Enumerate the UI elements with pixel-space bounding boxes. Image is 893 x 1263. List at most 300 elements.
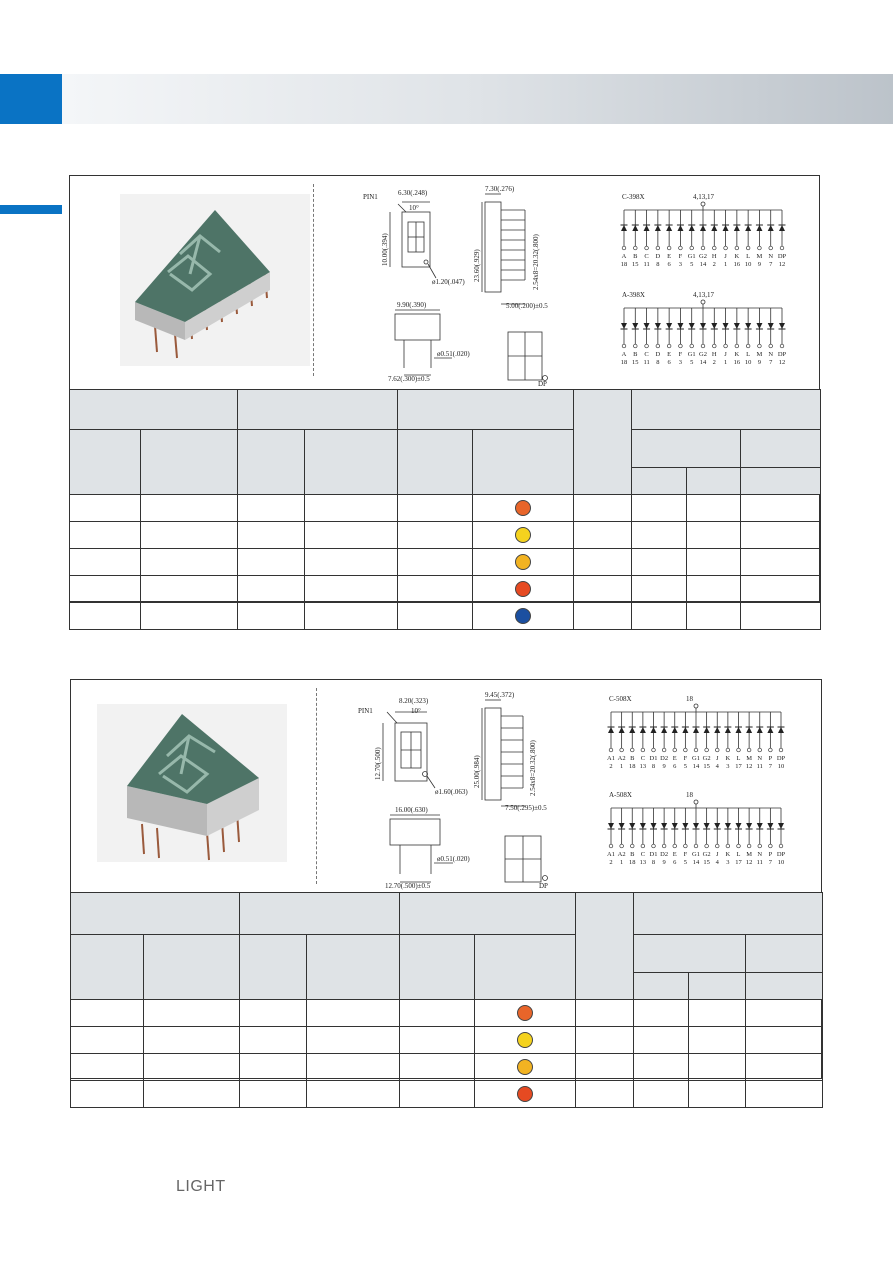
table-cell xyxy=(746,1081,823,1108)
segment-label: J xyxy=(715,851,719,858)
table-cell xyxy=(687,522,741,549)
diode-symbol xyxy=(704,727,710,733)
diode-symbol xyxy=(778,823,784,829)
table-cell xyxy=(400,1000,475,1027)
pin-number: 15 xyxy=(632,261,639,268)
table-cell xyxy=(238,576,305,603)
header-cell xyxy=(398,390,574,430)
diode-symbol xyxy=(693,823,699,829)
emitting-color-swatch xyxy=(517,1086,533,1102)
table-cell xyxy=(144,1054,240,1081)
pin-number: 15 xyxy=(703,859,710,866)
segment-label: J xyxy=(724,351,727,358)
diode-symbol xyxy=(640,727,646,733)
diode-symbol xyxy=(666,323,672,329)
segment-label: E xyxy=(672,755,677,762)
diode-symbol xyxy=(779,225,785,231)
segment-label: D xyxy=(655,253,661,260)
table-cell xyxy=(141,549,238,576)
svg-text:10°: 10° xyxy=(409,204,419,212)
pin-number: 5 xyxy=(690,359,694,366)
table-cell xyxy=(574,603,632,630)
segment-label: A1 xyxy=(607,755,615,762)
product-panel-508 xyxy=(70,679,822,1079)
svg-text:7.30(.276): 7.30(.276) xyxy=(485,185,515,193)
circuit-title: A-508X xyxy=(609,791,632,799)
subheader-cell xyxy=(632,430,741,468)
pin-number: 7 xyxy=(769,261,773,268)
table-cell xyxy=(400,1081,475,1108)
diode-symbol xyxy=(768,225,774,231)
table-cell xyxy=(398,603,473,630)
subheader-cell xyxy=(473,430,574,495)
pin-number: 12 xyxy=(778,261,786,268)
segment-label: M xyxy=(756,351,763,358)
diode-symbol xyxy=(655,225,661,231)
dimension-drawing xyxy=(355,688,605,893)
subheader-cell xyxy=(687,468,741,495)
table-cell xyxy=(238,522,305,549)
pin-number: 2 xyxy=(609,763,613,770)
circuit-title: A-398X xyxy=(622,291,645,299)
segment-label: K xyxy=(734,351,740,358)
segment-label: F xyxy=(683,851,688,858)
subheader-cell xyxy=(741,430,821,468)
segment-label: C xyxy=(640,755,646,762)
subheader-cell xyxy=(741,468,821,495)
segment-label: B xyxy=(630,755,635,762)
table-cell xyxy=(687,603,741,630)
diode-symbol xyxy=(621,225,627,231)
diode-symbol xyxy=(723,225,729,231)
segment-label: H xyxy=(711,253,717,260)
diode-symbol xyxy=(746,823,752,829)
table-cell xyxy=(746,1027,823,1054)
diode-symbol xyxy=(677,225,683,231)
pin-number: 5 xyxy=(683,763,687,770)
table-cell xyxy=(576,1081,634,1108)
svg-text:PIN1: PIN1 xyxy=(363,193,378,201)
diode-symbol xyxy=(632,323,638,329)
segment-label: D1 xyxy=(649,851,658,858)
svg-text:2.54x8=20.32(.800): 2.54x8=20.32(.800) xyxy=(532,234,540,290)
table-cell xyxy=(141,522,238,549)
segment-label: DP xyxy=(777,253,787,260)
diode-symbol xyxy=(778,727,784,733)
pin-number: 15 xyxy=(632,359,639,366)
table-cell xyxy=(71,1081,144,1108)
table-cell xyxy=(71,1054,144,1081)
diode-symbol xyxy=(655,323,661,329)
table-cell xyxy=(305,495,398,522)
diode-symbol xyxy=(725,823,731,829)
diode-symbol xyxy=(767,823,773,829)
diode-symbol xyxy=(644,225,650,231)
segment-label: J xyxy=(715,755,719,762)
header-cell xyxy=(632,390,821,430)
circuit-title: C-398X xyxy=(622,193,645,201)
table-cell xyxy=(634,1054,689,1081)
table-cell xyxy=(576,1000,634,1027)
common-anode-circuit xyxy=(618,288,788,378)
segment-label: C xyxy=(644,253,649,260)
subheader-cell xyxy=(400,935,475,1000)
table-cell xyxy=(71,1000,144,1027)
pin-number: 11 xyxy=(756,859,763,866)
pin-number: 13 xyxy=(639,859,647,866)
table-cell xyxy=(632,522,687,549)
diode-symbol xyxy=(689,225,695,231)
table-cell xyxy=(473,495,574,522)
table-cell xyxy=(689,1000,746,1027)
pin-number: 10 xyxy=(777,763,785,770)
pin-number: 18 xyxy=(620,359,628,366)
svg-text:9.90(.390): 9.90(.390) xyxy=(397,301,427,309)
header-cell xyxy=(634,893,823,935)
table-cell xyxy=(473,549,574,576)
table-cell xyxy=(240,1081,307,1108)
footer-brand-text: LIGHT xyxy=(176,1178,226,1195)
diode-symbol xyxy=(608,727,614,733)
segment-label: K xyxy=(734,253,740,260)
segment-label: E xyxy=(667,351,672,358)
diode-symbol xyxy=(714,727,720,733)
segment-label: DP xyxy=(776,755,786,762)
pin-number: 8 xyxy=(651,859,656,866)
photo-divider xyxy=(316,688,317,884)
common-pin-label: 18 xyxy=(686,695,693,703)
segment-label: H xyxy=(711,351,717,358)
segment-label: F xyxy=(678,253,683,260)
subheader-cell xyxy=(307,935,400,1000)
table-cell xyxy=(475,1054,576,1081)
segment-label: M xyxy=(746,851,753,858)
table-cell xyxy=(240,1027,307,1054)
table-cell xyxy=(746,1000,823,1027)
pin-number: 14 xyxy=(699,359,707,366)
table-cell xyxy=(634,1081,689,1108)
svg-text:2.54x8=20.32(.800): 2.54x8=20.32(.800) xyxy=(529,740,537,796)
diode-symbol xyxy=(746,727,752,733)
table-cell xyxy=(741,549,821,576)
pin-number: 11 xyxy=(756,763,763,770)
segment-label: E xyxy=(672,851,677,858)
diode-symbol xyxy=(629,727,635,733)
svg-text:ø1.20(.047): ø1.20(.047) xyxy=(432,278,465,286)
table-cell xyxy=(307,1027,400,1054)
spec-table xyxy=(69,389,821,630)
segment-label: DP xyxy=(776,851,786,858)
pin-number: 1 xyxy=(723,261,728,268)
table-cell xyxy=(240,1054,307,1081)
segment-label: J xyxy=(724,253,727,260)
header-cell xyxy=(238,390,398,430)
diode-symbol xyxy=(640,823,646,829)
emitting-color-swatch xyxy=(515,500,531,516)
table-cell xyxy=(305,522,398,549)
table-cell xyxy=(307,1054,400,1081)
pin-number: 16 xyxy=(733,359,741,366)
header-cell xyxy=(240,893,400,935)
table-cell xyxy=(398,549,473,576)
segment-label: L xyxy=(736,755,741,762)
emitting-color-swatch xyxy=(517,1032,533,1048)
pin-number: 2 xyxy=(609,859,613,866)
table-cell xyxy=(576,1054,634,1081)
table-cell xyxy=(307,1000,400,1027)
segment-label: E xyxy=(667,253,672,260)
segment-label: P xyxy=(768,755,773,762)
pin-number: 5 xyxy=(690,261,694,268)
diode-symbol xyxy=(629,823,635,829)
common-anode-circuit xyxy=(605,788,787,878)
diode-symbol xyxy=(757,823,763,829)
pin-number: 12 xyxy=(745,763,753,770)
table-cell xyxy=(141,576,238,603)
pin-number: 16 xyxy=(733,261,741,268)
segment-label: N xyxy=(757,851,763,858)
common-pin-label: 4,13,17 xyxy=(693,193,714,201)
svg-text:PIN1: PIN1 xyxy=(358,707,373,715)
segment-label: G2 xyxy=(702,755,711,762)
diode-symbol xyxy=(734,225,740,231)
subheader-cell xyxy=(238,430,305,495)
table-cell xyxy=(475,1000,576,1027)
segment-label: M xyxy=(746,755,753,762)
svg-text:12.70(.500): 12.70(.500) xyxy=(374,747,382,780)
segment-label: P xyxy=(768,851,773,858)
pin-number: 10 xyxy=(744,261,752,268)
table-cell xyxy=(741,576,821,603)
subheader-cell xyxy=(144,935,240,1000)
table-cell xyxy=(574,495,632,522)
table-cell xyxy=(574,576,632,603)
table-cell xyxy=(473,576,574,603)
subheader-cell xyxy=(141,430,238,495)
diode-symbol xyxy=(666,225,672,231)
table-cell xyxy=(632,576,687,603)
segment-label: A xyxy=(621,351,627,358)
subheader-cell xyxy=(70,430,141,495)
pin-number: 13 xyxy=(639,763,647,770)
table-cell xyxy=(141,603,238,630)
subheader-cell xyxy=(634,973,689,1000)
pin-number: 9 xyxy=(757,359,762,366)
pin-number: 3 xyxy=(726,763,730,770)
segment-label: L xyxy=(746,253,751,260)
table-cell xyxy=(305,603,398,630)
table-cell xyxy=(632,603,687,630)
pin-number: 1 xyxy=(723,359,728,366)
diode-symbol xyxy=(779,323,785,329)
pin-number: 10 xyxy=(777,859,785,866)
diode-symbol xyxy=(736,727,742,733)
emitting-color-swatch xyxy=(515,608,531,624)
diode-symbol xyxy=(700,323,706,329)
diode-symbol xyxy=(644,323,650,329)
table-row xyxy=(70,549,821,576)
emitting-color-swatch xyxy=(517,1005,533,1021)
segment-label: A1 xyxy=(607,851,615,858)
svg-text:6.30(.248): 6.30(.248) xyxy=(398,189,428,197)
table-cell xyxy=(400,1054,475,1081)
svg-text:23.60(.929): 23.60(.929) xyxy=(473,249,481,282)
segment-label: G1 xyxy=(687,351,696,358)
diode-symbol xyxy=(756,225,762,231)
pin-number: 3 xyxy=(678,261,683,268)
pin-number: 14 xyxy=(699,261,707,268)
pin-number: 18 xyxy=(620,261,628,268)
svg-text:16.00(.630): 16.00(.630) xyxy=(395,806,428,814)
segment-label: B xyxy=(630,851,635,858)
diode-symbol xyxy=(619,823,625,829)
pin-number: 6 xyxy=(667,359,671,366)
table-cell xyxy=(400,1027,475,1054)
diode-symbol xyxy=(608,823,614,829)
header-gradient-bar xyxy=(62,74,893,124)
subheader-cell xyxy=(398,430,473,495)
pin-number: 15 xyxy=(703,763,710,770)
table-cell xyxy=(144,1081,240,1108)
common-cathode-circuit xyxy=(618,190,788,280)
diode-symbol xyxy=(756,323,762,329)
pin-number: 7 xyxy=(769,359,773,366)
product-panel-398 xyxy=(69,175,820,602)
pin-number: 8 xyxy=(656,261,660,268)
segment-label: C xyxy=(644,351,649,358)
diode-symbol xyxy=(619,727,625,733)
segment-label: K xyxy=(725,851,731,858)
subheader-cell xyxy=(746,973,823,1000)
segment-label: K xyxy=(725,755,731,762)
svg-text:ø0.51(.020): ø0.51(.020) xyxy=(437,855,470,863)
pin-number: 12 xyxy=(778,359,786,366)
table-cell xyxy=(238,603,305,630)
diode-symbol xyxy=(768,323,774,329)
pin-number: 1 xyxy=(620,859,624,866)
table-cell xyxy=(634,1000,689,1027)
diode-symbol xyxy=(661,823,667,829)
segment-label: A2 xyxy=(617,851,626,858)
diode-symbol xyxy=(767,727,773,733)
segment-label: G1 xyxy=(692,851,700,858)
pin-number: 6 xyxy=(673,763,677,770)
photo-divider xyxy=(313,184,314,376)
pin-number: 6 xyxy=(673,859,677,866)
svg-text:DP: DP xyxy=(538,380,547,387)
diode-symbol xyxy=(689,323,695,329)
segment-label: F xyxy=(683,755,688,762)
table-cell xyxy=(70,522,141,549)
table-cell xyxy=(238,549,305,576)
segment-label: B xyxy=(633,351,638,358)
segment-label: L xyxy=(736,851,741,858)
subheader-cell xyxy=(240,935,307,1000)
pin-number: 11 xyxy=(643,261,650,268)
pin-number: 1 xyxy=(620,763,624,770)
common-pin-label: 18 xyxy=(686,791,693,799)
svg-text:DP: DP xyxy=(539,882,548,890)
pin-number: 12 xyxy=(745,859,753,866)
pin-number: 3 xyxy=(726,859,730,866)
subheader-cell xyxy=(746,935,823,973)
subheader-cell xyxy=(634,935,746,973)
segment-label: G2 xyxy=(702,851,711,858)
diode-symbol xyxy=(651,823,657,829)
diode-symbol xyxy=(725,727,731,733)
pin-number: 4 xyxy=(715,763,719,770)
header-cell xyxy=(400,893,576,935)
segment-label: M xyxy=(756,253,763,260)
header-cell xyxy=(70,390,238,430)
table-row xyxy=(71,1054,823,1081)
table-cell xyxy=(307,1081,400,1108)
segment-label: G2 xyxy=(699,253,707,260)
pin-number: 6 xyxy=(667,261,671,268)
table-cell xyxy=(634,1027,689,1054)
diode-symbol xyxy=(723,323,729,329)
table-cell xyxy=(144,1027,240,1054)
diode-symbol xyxy=(734,323,740,329)
header-cell xyxy=(576,893,634,1000)
table-row xyxy=(71,1081,823,1108)
pin-number: 17 xyxy=(735,859,742,866)
segment-label: D xyxy=(655,351,661,358)
segment-label: A xyxy=(621,253,627,260)
emitting-color-swatch xyxy=(515,554,531,570)
segment-label: D2 xyxy=(660,755,669,762)
pin-number: 9 xyxy=(757,261,762,268)
segment-label: L xyxy=(746,351,751,358)
table-row xyxy=(70,603,821,630)
segment-label: A2 xyxy=(617,755,626,762)
svg-text:10°: 10° xyxy=(411,707,421,715)
emitting-color-swatch xyxy=(517,1059,533,1075)
diode-symbol xyxy=(745,225,751,231)
diode-symbol xyxy=(714,823,720,829)
diode-symbol xyxy=(672,823,678,829)
header-cell xyxy=(574,390,632,495)
segment-label: B xyxy=(633,253,638,260)
diode-symbol xyxy=(621,323,627,329)
pin-number: 10 xyxy=(744,359,752,366)
svg-text:ø1.60(.063): ø1.60(.063) xyxy=(435,788,468,796)
circuit-title: C-508X xyxy=(609,695,632,703)
diode-symbol xyxy=(677,323,683,329)
table-cell xyxy=(475,1081,576,1108)
diode-symbol xyxy=(711,225,717,231)
subheader-cell xyxy=(689,973,746,1000)
pin-number: 3 xyxy=(678,359,683,366)
diode-symbol xyxy=(672,727,678,733)
diode-symbol xyxy=(745,323,751,329)
table-cell xyxy=(70,576,141,603)
header-cell xyxy=(71,893,240,935)
diode-symbol xyxy=(700,225,706,231)
table-cell xyxy=(305,549,398,576)
product-photo xyxy=(97,704,287,862)
segment-label: G1 xyxy=(687,253,696,260)
table-cell xyxy=(71,1027,144,1054)
pin-number: 2 xyxy=(712,261,716,268)
diode-symbol xyxy=(704,823,710,829)
segment-label: D1 xyxy=(649,755,658,762)
table-row xyxy=(70,576,821,603)
pin-number: 11 xyxy=(643,359,650,366)
table-cell xyxy=(741,522,821,549)
diode-symbol xyxy=(693,727,699,733)
svg-text:5.00(.200)±0.5: 5.00(.200)±0.5 xyxy=(506,302,548,310)
